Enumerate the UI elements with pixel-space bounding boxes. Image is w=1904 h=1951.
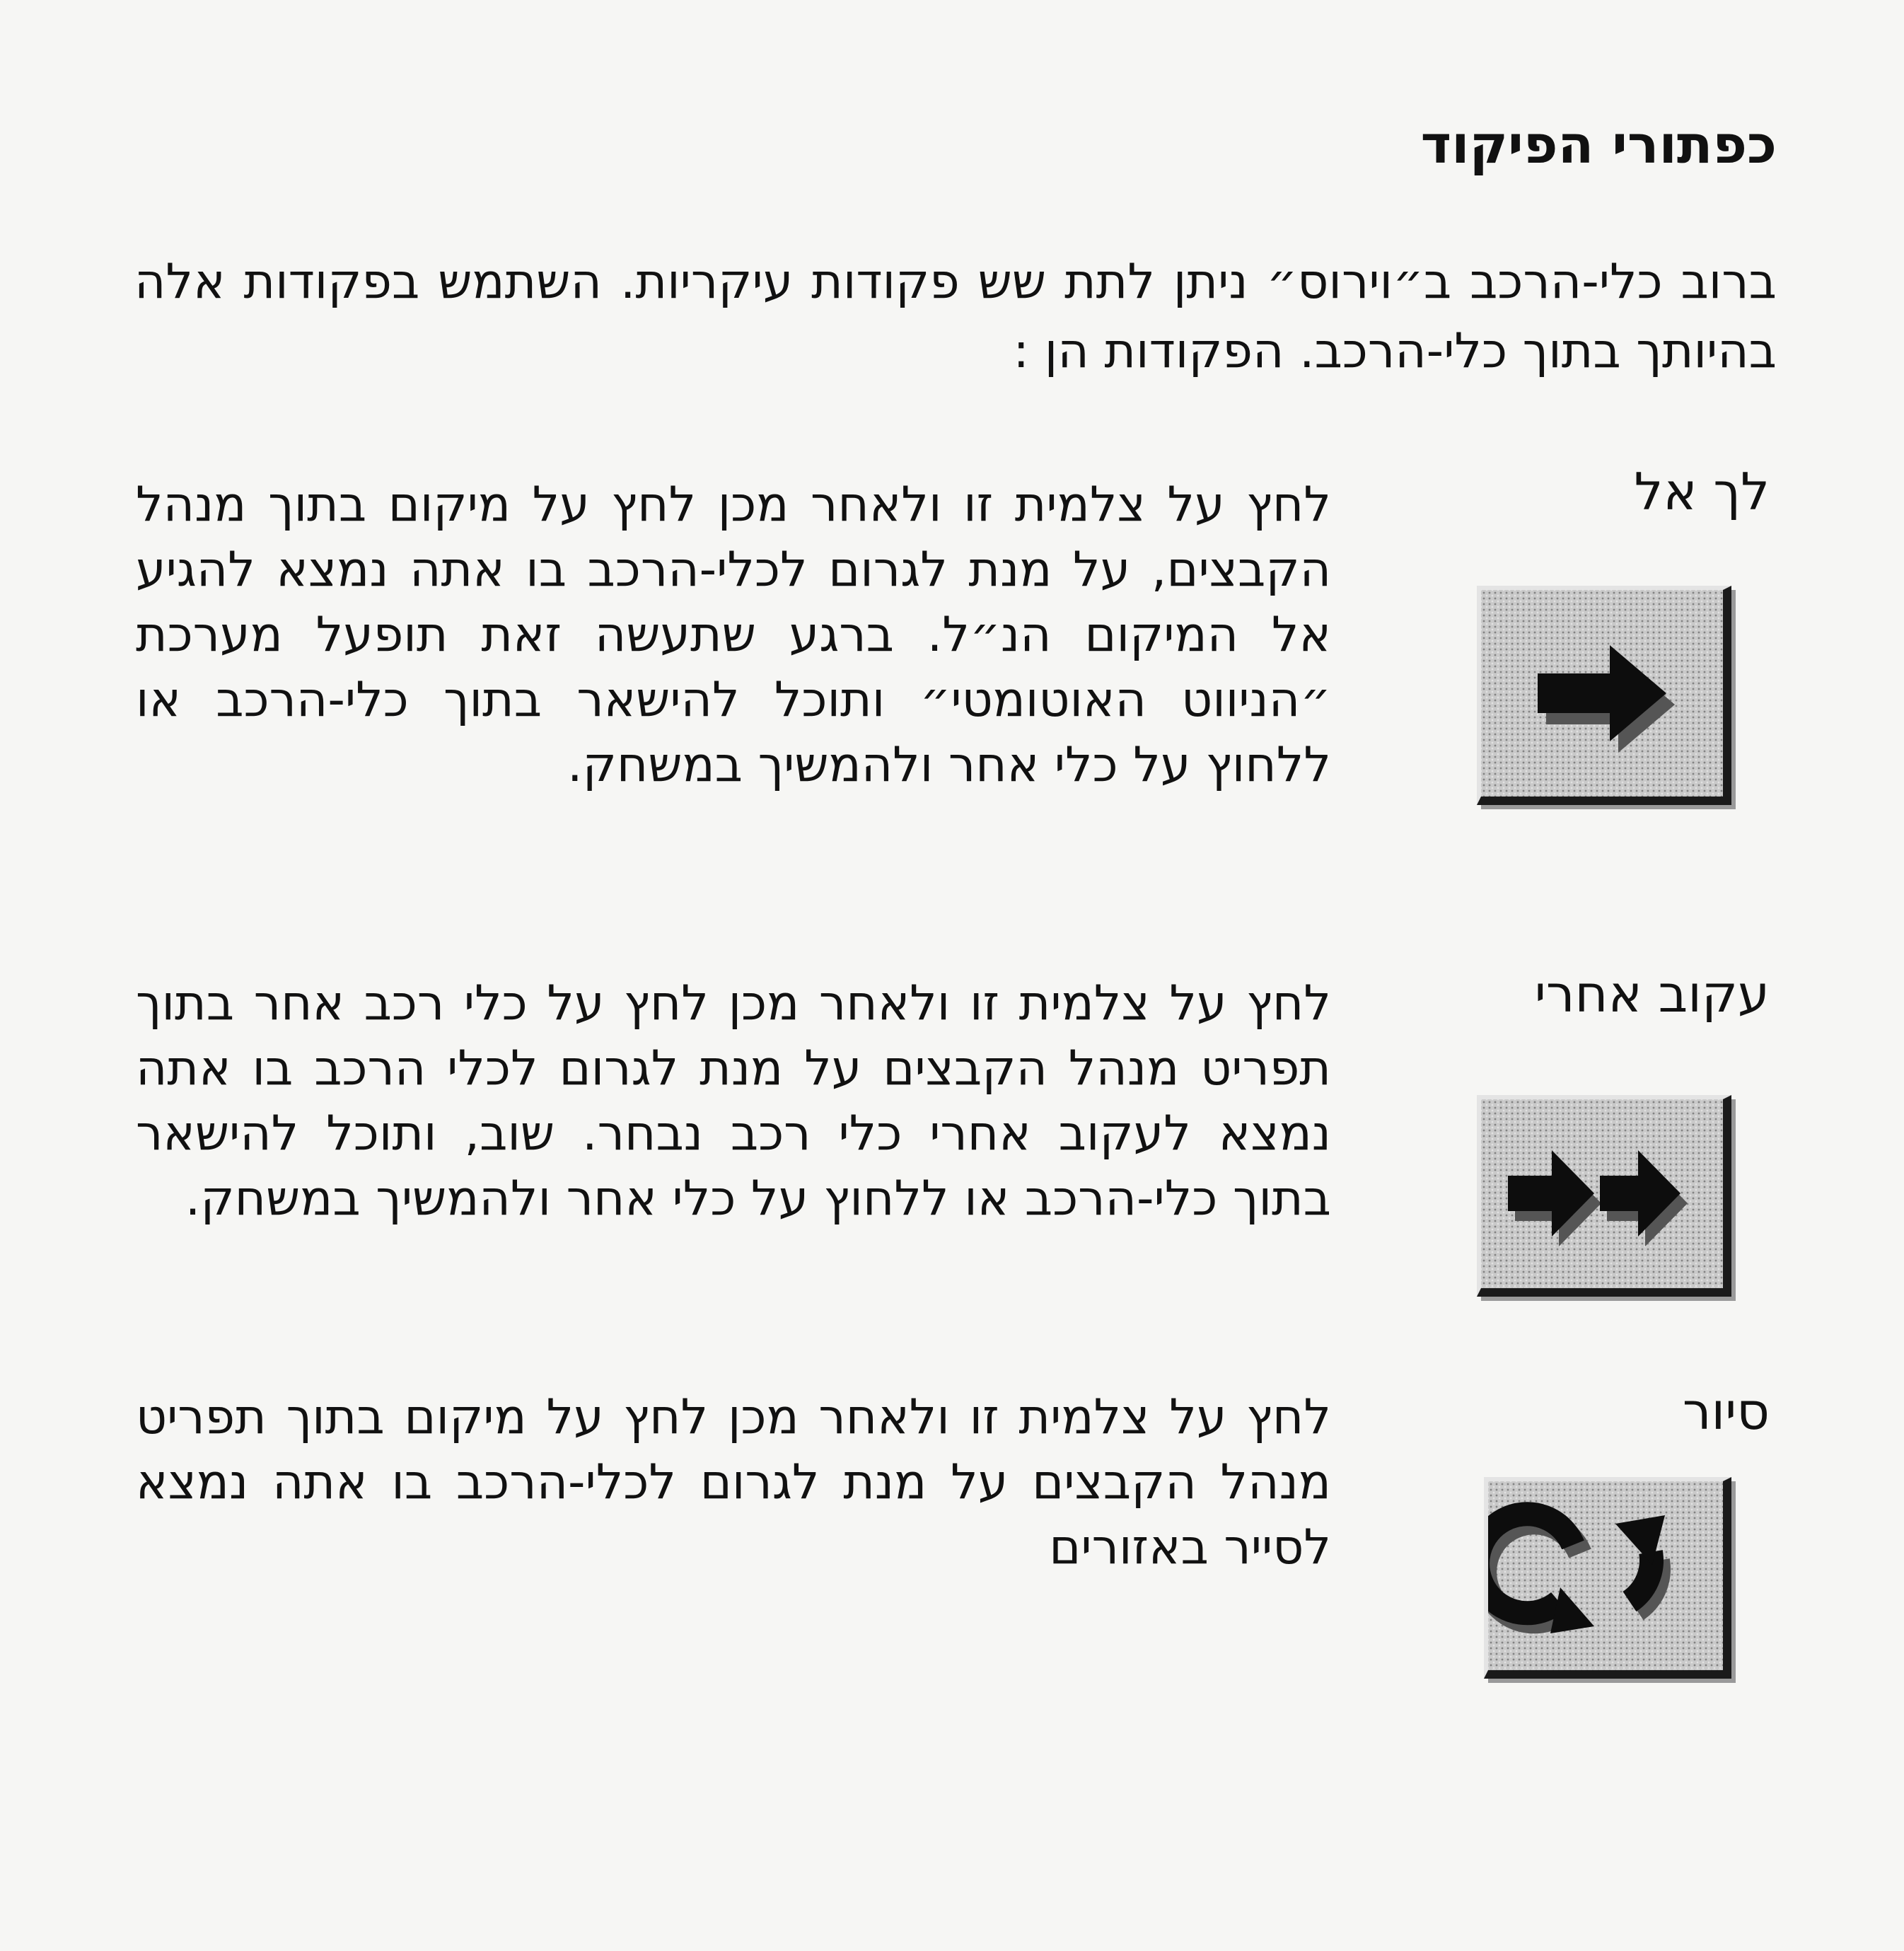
- command-description-follow: לחץ על צלמית זו ולאחר מכן לחץ על כלי רכב אחר בתוך תפריט מנהל הקבצים על מנת לגרום לכלי הרכב בו אתה נמצא לעקוב אחרי כלי רכב נבחר. שוב, ותוכל להישאר בתוך כלי-הרכב או ללחוץ על כלי אחר ולהמשיך במשחק.: [136, 976, 1331, 1227]
- follow-button[interactable]: [1477, 1095, 1731, 1297]
- double-right-arrow-icon: [1481, 1099, 1723, 1288]
- command-label-follow: עקוב אחרי: [1534, 964, 1770, 1024]
- command-label-go-to: לך אל: [1634, 462, 1770, 521]
- intro-paragraph: ברוב כלי-הרכב ב״וירוס״ ניתן לתת שש פקודות עיקריות. השתמש בפקודות אלה בהיותך בתוך כלי-הרכב. הפקודות הן :: [134, 254, 1777, 379]
- command-description-patrol: לחץ על צלמית זו ולאחר מכן לחץ על מיקום בתוך תפריט מנהל הקבצים על מנת לגרום לכלי-הרכב בו אתה נמצא לסייר באזורים: [136, 1389, 1331, 1575]
- command-label-patrol: סיור: [1682, 1382, 1770, 1441]
- circular-arrows-icon: [1488, 1481, 1723, 1670]
- go-to-button[interactable]: [1477, 586, 1731, 805]
- command-description-go-to: לחץ על צלמית זו ולאחר מכן לחץ על מיקום בתוך מנהל הקבצים, על מנת לגרום לכלי-הרכב בו אתה נמצא להגיע אל המיקום הנ״ל. ברגע שתעשה זאת תופעל מערכת ״הניווט האוטומטי״ ותוכל להישאר בתוך כלי-הרכב או ללחוץ על כלי אחר ולהמשיך במשחק.: [136, 477, 1331, 793]
- right-arrow-icon: [1481, 590, 1723, 797]
- patrol-button[interactable]: [1484, 1477, 1731, 1679]
- page-title: כפתורי הפיקוד: [1420, 115, 1777, 175]
